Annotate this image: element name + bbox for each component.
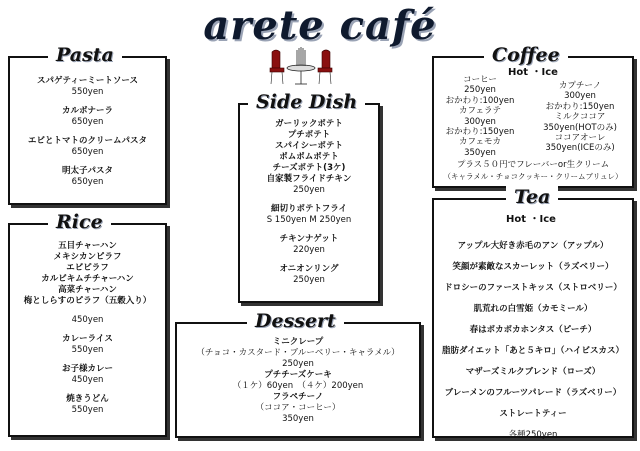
rice-group-price: 450yen [71,315,104,325]
rice-item-name: エビピラフ [66,263,109,273]
rice-item-price: 550yen [71,345,104,355]
coffee-item: コーヒー [463,75,497,85]
dessert-item-price: 250yen [282,359,314,369]
pasta-item-name: カルボナーラ [61,106,113,116]
coffee-note-flavors: （キャラメル・チョコクッキー・クリームブリュレ） [443,172,623,181]
dessert-section [175,310,421,438]
dessert-item-name: プチチーズケーキ [264,370,332,380]
side-item-price: 220yen [293,245,325,255]
pasta-item-price: 650yen [71,117,104,127]
side-item-name: ガーリックポテト [275,119,343,129]
tea-item-name: 肌荒れの白雪姫（カモミール） [473,304,593,314]
tea-heading: Tea [506,186,558,208]
dessert-item-name: フラペチーノ [272,392,324,402]
coffee-item: 250yen [464,85,496,96]
coffee-note [434,160,632,182]
pasta-item-price: 550yen [71,87,104,97]
tea-item-name: ストレートティー [499,409,567,419]
tea-section [432,186,634,440]
pasta-item-name: エビとトマトのクリームパスタ [27,136,147,146]
tea-item-name: 春はポカポカホンタス（ピーチ） [469,325,597,335]
rice-item-name: カルビキムチチャーハン [41,274,134,284]
coffee-hot-ice: Hot ・Ice [508,67,558,78]
side-item-name: プチポテト [287,130,331,140]
coffee-left-list [434,75,526,158]
side-item-name: 自家製フライドチキン [266,174,352,184]
pasta-list [10,76,165,188]
coffee-item: 350yen(ICEのみ) [545,143,615,154]
coffee-heading: Coffee [484,44,568,66]
pasta-heading: Pasta [48,44,122,66]
side-item-name: チーズポテト(3ケ) [272,163,346,173]
rice-section [8,211,167,437]
coffee-item: カプチーノ [558,81,602,91]
coffee-right-list [530,81,630,154]
pasta-item-price: 650yen [71,147,104,157]
side-item-name: ポムポムポテト [279,152,339,162]
side-item-name: 細切りポテトフライ [271,204,347,214]
coffee-item: カフェラテ [458,106,502,117]
dessert-item-name: ミニクレープ [272,337,324,347]
tea-item-name: 笑顔が素敵なスカーレット（ラズベリー） [452,262,614,272]
coffee-item: ミルクココア [554,112,606,123]
pasta-section [8,44,167,205]
rice-item-price: 450yen [71,375,104,385]
coffee-item: 350yen [464,147,496,158]
tea-item-name: アップル大好き赤毛のアン（アップル） [457,241,609,251]
side-group-price: 250yen [293,185,325,195]
dessert-list [177,337,419,425]
rice-item-name: カレーライス [62,334,113,344]
side-dish-section [238,91,380,303]
tea-item-name: ドロシーのファーストキッス（ストロベリー） [444,283,622,293]
rice-item-name: メキシカンピラフ [53,252,122,262]
pasta-item-price: 650yen [71,177,104,187]
coffee-item: 350yen(HOTのみ) [543,122,617,133]
side-dish-heading: Side Dish [248,91,365,113]
cafe-title: arete café [203,2,437,49]
side-item-name: オニオンリング [279,264,339,274]
coffee-item: 300yen [464,116,496,127]
tea-list [434,236,632,446]
dessert-item-price: 350yen [282,414,314,424]
coffee-note-text: プラス５０円でフレーバーor生クリーム [456,160,610,170]
rice-item-name: 焼きうどん [66,394,109,404]
coffee-item: カフェモカ [458,137,502,148]
side-item-price: S 150yen M 250yen [266,215,352,225]
pasta-item-name: スパゲティーミートソース [37,76,138,86]
tea-hot-ice: Hot ・Ice [506,214,556,225]
side-item-name: スパイシーポテト [274,141,343,151]
tea-item-name: 脂肪ダイエット「あと５キロ」（ハイビスカス） [441,346,625,356]
dessert-item-flavors: （ココア・コーヒー） [255,403,341,413]
coffee-item: おかわり:100yen [445,95,515,106]
coffee-section [432,44,634,188]
rice-list [10,241,165,416]
dessert-item-flavors: （チョコ・カスタード・ブルーベリー・キャラメル） [196,348,400,358]
rice-item-name: 梅としらすのピラフ（五穀入り） [23,296,152,306]
rice-item-name: 高菜チャーハン [58,285,117,295]
side-item-name: チキンナゲット [279,234,339,244]
coffee-item: ココアオーレ [554,133,606,144]
side-item-price: 250yen [293,275,325,285]
tea-item-name: マザーズミルクブレンド（ローズ） [465,367,601,377]
tea-item-name: ブレーメンのフルーツパレード（ラズベリー） [444,388,622,398]
rice-heading: Rice [48,211,111,233]
tea-price-note: 各種250yen [508,430,558,440]
rice-item-name: お子様カレー [61,364,113,374]
dessert-item-price: （１ケ）60yen （４ケ）200yen [232,381,364,391]
coffee-item: 300yen [564,91,596,102]
rice-item-name: 五目チャーハン [58,241,117,251]
dessert-heading: Dessert [247,310,344,332]
coffee-item: おかわり:150yen [445,127,515,138]
coffee-item: おかわり:150yen [545,101,615,112]
pasta-item-name: 明太子パスタ [61,166,113,176]
rice-item-price: 550yen [71,405,104,415]
side-dish-list [240,119,378,286]
cafe-table-icon [268,46,334,86]
